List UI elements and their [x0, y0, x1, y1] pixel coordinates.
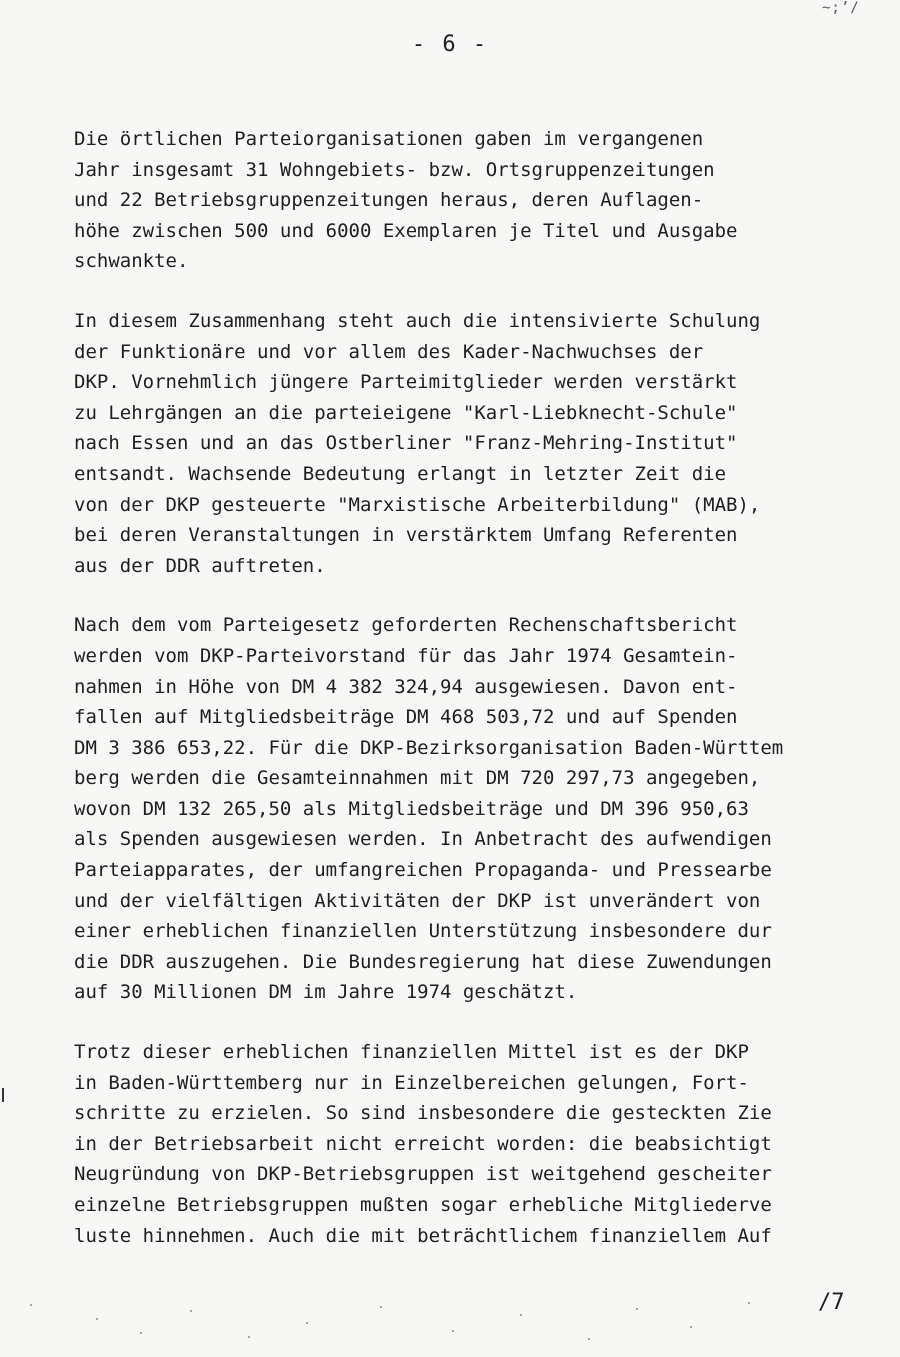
paragraph-gap [74, 1008, 874, 1037]
paragraph-gap [74, 581, 874, 610]
text-line: nach Essen und an das Ostberliner "Franz-Mehring-Institut" [74, 432, 738, 455]
text-line: Trotz dieser erheblichen finanziellen Mittel ist es der DKP [74, 1041, 749, 1064]
text-line: und der vielfältigen Aktivitäten der DKP ist unverändert von [74, 889, 761, 912]
paragraph-4 [74, 1037, 874, 1251]
text-line: In diesem Zusammenhang steht auch die intensivierte Schulung [74, 309, 761, 332]
text-line: wovon DM 132 265,50 als Mitgliedsbeiträge und DM 396 950,63 [74, 797, 749, 820]
text-line: fallen auf Mitgliedsbeiträge DM 468 503,72 und auf Spenden [74, 706, 738, 729]
text-line: der Funktionäre und vor allem des Kader-Nachwuchses der [74, 340, 704, 363]
text-line: entsandt. Wachsende Bedeutung erlangt in letzter Zeit die [74, 462, 727, 485]
text-line: von der DKP gesteuerte "Marxistische Arbeiterbildung" (MAB), [74, 493, 761, 516]
text-line: luste hinnehmen. Auch die mit beträchtlichem finanziellem Auf [74, 1224, 772, 1247]
paragraph-gap [74, 277, 874, 306]
text-line: berg werden die Gesamteinnahmen mit DM 720 297,73 angegeben, [74, 767, 761, 790]
page-number: - 6 - [411, 32, 489, 57]
text-line: schritte zu erzielen. So sind insbesondere die gesteckten Zie [74, 1102, 772, 1125]
paragraph-3 [74, 610, 874, 1008]
text-line: nahmen in Höhe von DM 4 382 324,94 ausgewiesen. Davon ent- [74, 675, 738, 698]
text-line: Nach dem vom Parteigesetz geforderten Rechenschaftsbericht [74, 614, 738, 637]
text-line: Die örtlichen Parteiorganisationen gaben im vergangenen [74, 128, 704, 150]
text-line: aus der DDR auftreten. [74, 554, 326, 577]
text-line: bei deren Veranstaltungen in verstärktem Umfang Referenten [74, 524, 738, 547]
text-line: auf 30 Millionen DM im Jahre 1974 geschätzt. [74, 981, 578, 1004]
text-line: höhe zwischen 500 und 6000 Exemplaren je Titel und Ausgabe [74, 219, 738, 242]
text-line: einer erheblichen finanziellen Unterstützung insbesondere dur [74, 920, 772, 943]
text-line: in Baden-Württemberg nur in Einzelbereichen gelungen, Fort- [74, 1071, 749, 1094]
text-line: zu Lehrgängen an die parteieigene "Karl-Liebknecht-Schule" [74, 401, 738, 424]
text-line: und 22 Betriebsgruppenzeitungen heraus, deren Auflagen- [74, 189, 704, 212]
text-line: DM 3 386 653,22. Für die DKP-Bezirksorganisation Baden-Württem [74, 736, 784, 759]
continuation-mark: /7 [818, 1290, 845, 1315]
paragraph-1 [74, 124, 874, 277]
text-line: Jahr insgesamt 31 Wohngebiets- bzw. Ortsgruppenzeitungen [74, 158, 715, 181]
text-line: Parteiapparates, der umfangreichen Propaganda- und Pressearbe [74, 859, 772, 882]
text-line: als Spenden ausgewiesen werden. In Anbetracht des aufwendigen [74, 828, 772, 851]
document-body [74, 124, 874, 1251]
text-line: schwankte. [74, 250, 189, 273]
text-line: Neugründung von DKP-Betriebsgruppen ist weitgehend gescheiter [74, 1163, 772, 1186]
text-line: die DDR auszugehen. Die Bundesregierung hat diese Zuwendungen [74, 950, 772, 973]
scan-speckles [0, 1296, 900, 1346]
text-line: einzelne Betriebsgruppen mußten sogar erhebliche Mitgliederve [74, 1194, 772, 1216]
text-line: DKP. Vornehmlich jüngere Parteimitglieder werden verstärkt [74, 371, 738, 394]
margin-mark [2, 1088, 4, 1102]
text-line: werden vom DKP-Parteivorstand für das Jahr 1974 Gesamtein- [74, 644, 738, 667]
paragraph-2 [74, 306, 874, 581]
text-line: in der Betriebsarbeit nicht erreicht worden: die beabsichtigt [74, 1132, 772, 1155]
corner-mark: ~;’/ [822, 0, 860, 16]
